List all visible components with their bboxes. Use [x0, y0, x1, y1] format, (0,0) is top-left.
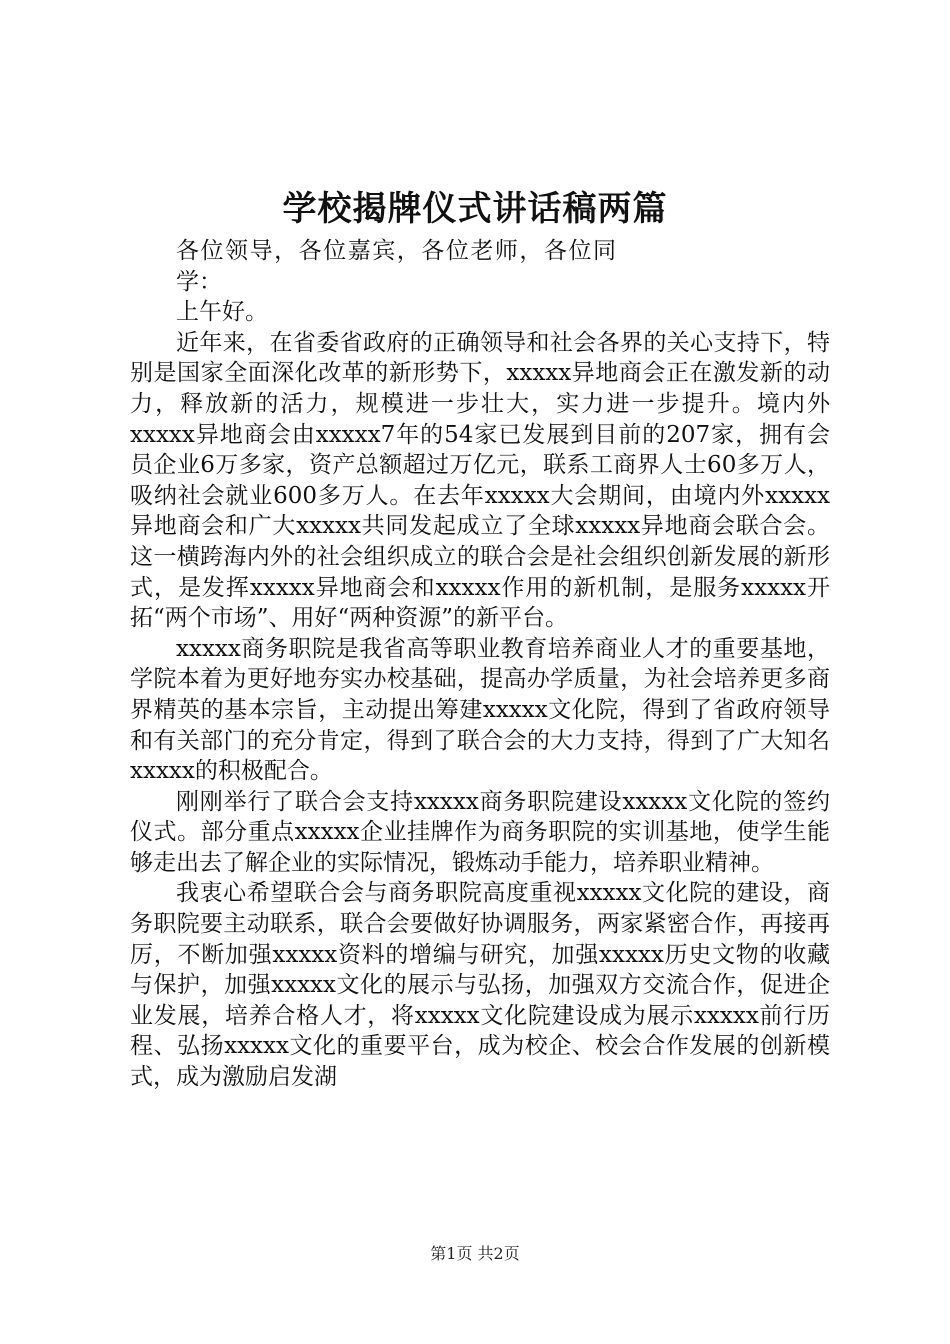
paragraph-4: 我衷心希望联合会与商务职院高度重视xxxxx文化院的建设，商务职院要主动联系，联合会要做好协调服务，两家紧密合作，再接再厉，不断加强xxxxx资料的增编与研究，加强xxxxx历史文物的收藏与保护，加强xxxxx文化的展示与弘扬，加强双方交流合作，促进企业发展，培养合格人才，将xxxxx文化院建设成为展示xxxxx前行历程、弘扬xxxxx文化的重要平台，成为校企、校会合作发展的创新模式，成为激励启发湖 [130, 880, 830, 1091]
page-number-footer: 第1页 共2页 [430, 1244, 520, 1263]
paragraph-1: 近年来，在省委省政府的正确领导和社会各界的关心支持下，特别是国家全面深化改革的新形势下，xxxxx异地商会正在激发新的动力，释放新的活力，规模进一步壮大，实力进一步提升。境内外xxxxx异地商会由xxxxx7年的54家已发展到目前的207家，拥有会员企业6万多家，资产总额超过万亿元，联系工商界人士60多万人，吸纳社会就业600多万人。在去年xxxxx大会期间，由境内外xxxxx异地商会和广大xxxxx共同发起成立了全球xxxxx异地商会联合会。这一横跨海内外的社会组织成立的联合会是社会组织创新发展的新形式，是发挥xxxxx异地商会和xxxxx作用的新机制，是服务xxxxx开拓“两个市场”、用好“两种资源”的新平台。 [130, 329, 830, 632]
document-title: 学校揭牌仪式讲话稿两篇 [282, 189, 668, 229]
paragraph-2: xxxxx商务职院是我省高等职业教育培养商业人才的重要基地，学院本着为更好地夯实办校基础，提高办学质量，为社会培养更多商界精英的基本宗旨，主动提出筹建xxxxx文化院，得到了省政府领导和有关部门的充分肯定，得到了联合会的大力支持，得到了广大知名xxxxx的积极配合。 [130, 635, 830, 785]
greeting: 上午好。 [176, 299, 268, 326]
salutation: 各位领导，各位嘉宾，各位老师，各位同学： [176, 238, 616, 295]
paragraph-3: 刚刚举行了联合会支持xxxxx商务职院建设xxxxx文化院的签约仪式。部分重点xxxxx企业挂牌作为商务职院的实训基地，使学生能够走出去了解企业的实际情况，锻炼动手能力，培养职业精神。 [130, 788, 830, 876]
document-body [130, 236, 830, 1093]
